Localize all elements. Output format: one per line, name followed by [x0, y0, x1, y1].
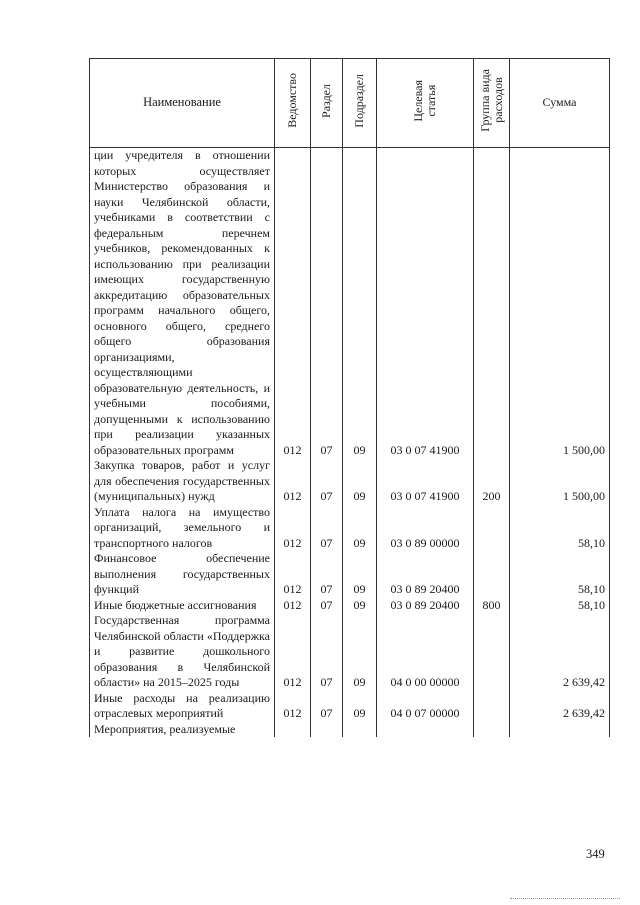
row-department: 012 [275, 551, 311, 598]
row-name: Финансовое обеспечение выполнения государственных функций [90, 551, 275, 598]
row-amount [510, 722, 610, 738]
table-row [90, 551, 610, 598]
row-target-article: 03 0 07 41900 [377, 458, 474, 505]
row-expense-group [474, 613, 510, 691]
row-amount: 2 639,42 [510, 691, 610, 722]
row-department: 012 [275, 691, 311, 722]
table-row [90, 598, 610, 614]
row-section: 07 [311, 458, 343, 505]
row-amount: 58,10 [510, 551, 610, 598]
row-amount: 1 500,00 [510, 458, 610, 505]
row-department [275, 722, 311, 738]
row-subsection: 09 [343, 598, 377, 614]
header-name: Наименование [90, 59, 275, 148]
header-subsection [343, 59, 377, 148]
header-department [275, 59, 311, 148]
row-section: 07 [311, 598, 343, 614]
row-target-article: 03 0 89 00000 [377, 505, 474, 552]
row-name: Закупка товаров, работ и услуг для обеспечения государственных (муниципальных) нужд [90, 458, 275, 505]
row-target-article [377, 722, 474, 738]
row-target-article: 03 0 07 41900 [377, 148, 474, 459]
page-number: 349 [586, 847, 605, 861]
row-name: Государственная программа Челябинской области «Поддержка и развитие дошкольного образования в Челябинской области» на 2015–2025 годы [90, 613, 275, 691]
row-subsection: 09 [343, 691, 377, 722]
scan-artifact-line [510, 898, 620, 899]
row-subsection: 09 [343, 505, 377, 552]
row-amount: 58,10 [510, 505, 610, 552]
row-expense-group [474, 505, 510, 552]
row-subsection: 09 [343, 148, 377, 459]
header-target-article-label: Целевая статья [411, 79, 438, 122]
row-subsection: 09 [343, 613, 377, 691]
budget-table [89, 58, 610, 737]
table-row [90, 613, 610, 691]
row-department: 012 [275, 148, 311, 459]
row-department: 012 [275, 458, 311, 505]
row-name: Иные бюджетные ассигнования [90, 598, 275, 614]
row-amount: 1 500,00 [510, 148, 610, 459]
row-name: Иные расходы на реализацию отраслевых мероприятий [90, 691, 275, 722]
row-department: 012 [275, 598, 311, 614]
row-department: 012 [275, 505, 311, 552]
row-subsection: 09 [343, 551, 377, 598]
row-section: 07 [311, 691, 343, 722]
row-name: ции учредителя в отношении которых осуществляет Министерство образования и науки Челябинской области, учебниками в соответствии с федеральным перечнем учебников, рекомендованных к использованию при реализации имеющих государственную аккредитацию образовательных программ начального общего, основного общего, среднего общего образования организациями, осуществляющими образовательную деятельность, и учебными пособиями, допущенными к использованию при реализации указанных образовательных программ [90, 148, 275, 459]
header-amount: Сумма [510, 59, 610, 148]
table-row [90, 458, 610, 505]
row-expense-group [474, 148, 510, 459]
row-amount: 58,10 [510, 598, 610, 614]
row-target-article: 03 0 89 20400 [377, 598, 474, 614]
row-name: Мероприятия, реализуемые [90, 722, 275, 738]
row-department: 012 [275, 613, 311, 691]
row-subsection [343, 722, 377, 738]
table-row [90, 691, 610, 722]
row-target-article: 04 0 07 00000 [377, 691, 474, 722]
header-department-label: Ведомство [285, 73, 299, 129]
row-section: 07 [311, 613, 343, 691]
row-expense-group: 800 [474, 598, 510, 614]
table-row [90, 722, 610, 738]
header-section-label: Раздел [319, 83, 333, 118]
row-amount: 2 639,42 [510, 613, 610, 691]
table-header-row [90, 59, 610, 148]
row-expense-group [474, 722, 510, 738]
header-target-article [377, 59, 474, 148]
row-subsection: 09 [343, 458, 377, 505]
row-expense-group [474, 691, 510, 722]
header-subsection-label: Подраздел [352, 73, 366, 128]
row-name: Уплата налога на имущество организаций, земельного и транспортного налогов [90, 505, 275, 552]
row-target-article: 04 0 00 00000 [377, 613, 474, 691]
header-section [311, 59, 343, 148]
row-target-article: 03 0 89 20400 [377, 551, 474, 598]
row-section: 07 [311, 551, 343, 598]
table-row [90, 148, 610, 459]
row-section: 07 [311, 148, 343, 459]
table-row [90, 505, 610, 552]
row-section: 07 [311, 505, 343, 552]
row-section [311, 722, 343, 738]
header-expense-group-label: Группа вида расходов [477, 69, 505, 133]
header-expense-group [474, 59, 510, 148]
row-expense-group: 200 [474, 458, 510, 505]
row-expense-group [474, 551, 510, 598]
